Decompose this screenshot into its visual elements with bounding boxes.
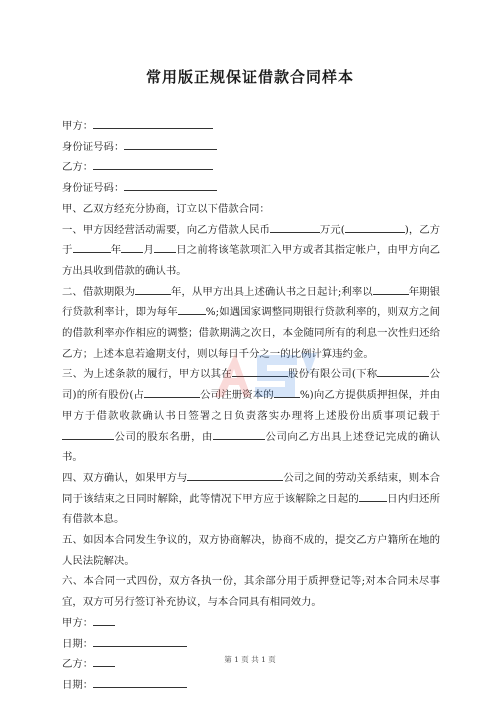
party-b-id-line: 身份证号码： — [62, 178, 440, 199]
loan-amount-words-blank[interactable] — [345, 221, 405, 233]
sign-date-a: 日期： — [62, 634, 440, 655]
sign-party-a-blank[interactable] — [93, 614, 115, 626]
sign-date-b: 日期： — [62, 675, 440, 696]
annual-rate-blank[interactable] — [178, 303, 206, 315]
page-footer: 第 1 页 共 1 页 — [224, 655, 276, 664]
party-b-blank[interactable] — [93, 158, 213, 170]
party-a-id-blank[interactable] — [124, 138, 217, 150]
repay-days-blank[interactable] — [359, 490, 387, 502]
sign-party-b: 乙方： — [62, 654, 440, 675]
sign-date-a-blank[interactable] — [93, 635, 187, 647]
clause-6: 六、本合同一式四份，双方各执一份，其余部分用于质押登记等;对本合同未尽事宜，双方可另行签订补充协议，与本合同具有相同效力。 — [62, 575, 440, 609]
company-short-blank[interactable] — [377, 365, 429, 377]
party-a-blank[interactable] — [93, 117, 213, 129]
party-b-id-blank[interactable] — [124, 179, 217, 191]
clause-4: 四、双方确认，如果甲方与 公司之间的劳动关系结束，则本合同于该结束之日同时解除，此等情况下甲方应于该解除之日起的 日内归还所有借款本息。 — [62, 468, 440, 530]
employer-blank[interactable] — [187, 469, 283, 481]
sign-party-a: 甲方： — [62, 613, 440, 634]
day-blank[interactable] — [154, 241, 176, 253]
party-a-id-line: 身份证号码： — [62, 137, 440, 158]
year-blank[interactable] — [73, 241, 111, 253]
document-title: 常用版正规保证借款合同样本 — [145, 68, 354, 86]
rate-years-blank[interactable] — [373, 283, 409, 295]
clause-2: 二、借款期限为 年，从甲方出具上述确认书之日起计;利率以 年期银行贷款利率计，即为每年 %;如遇国家调整同期银行贷款利率的，则双方之间的借款利率亦作相应的调整；借款期满之次日，本金随同所有的利息一次性归还给乙方；上述本息若逾期支付，则以每日千分之一的比例计算违约金。 — [62, 282, 440, 365]
watermark-logo-icon — [205, 345, 325, 405]
intro-paragraph: 甲、乙双方经充分协商，订立以下借款合同： — [62, 202, 270, 215]
clause-5: 五、如因本合同发生争议的，双方协商解决，协商不成的，提交乙方户籍所在地的人民法院解决。 — [62, 534, 440, 567]
register-company-blank[interactable] — [62, 428, 114, 440]
sign-date-b-blank[interactable] — [93, 676, 187, 688]
share-company-blank[interactable] — [144, 386, 200, 398]
clause-3: 三、为上述条款的履行，甲方以其在 股份有限公司(下称 公司)的所有股份(占 公司注册资本的 %)向乙方提供质押担保，并由甲方于借款收款确认书日签署之日负责落实办理将上述股份出质事项记载于公司的股东名册，由 公司向乙方出具上述登记完成的确认书。 — [62, 364, 440, 468]
month-blank[interactable] — [121, 241, 143, 253]
clause-1: 一、甲方因经营活动需要，向乙方借款人民币 万元( )，乙方于 年 月 日之前将该笔款项汇入甲方或者其指定帐户，由甲方向乙方出具收到借款的确认书。 — [62, 220, 440, 282]
loan-amount-blank[interactable] — [270, 221, 320, 233]
confirm-company-blank[interactable] — [213, 428, 265, 440]
party-a-line: 甲方： — [62, 116, 440, 137]
contract-body — [62, 116, 440, 696]
party-b-line: 乙方： — [62, 157, 440, 178]
term-years-blank[interactable] — [135, 283, 171, 295]
